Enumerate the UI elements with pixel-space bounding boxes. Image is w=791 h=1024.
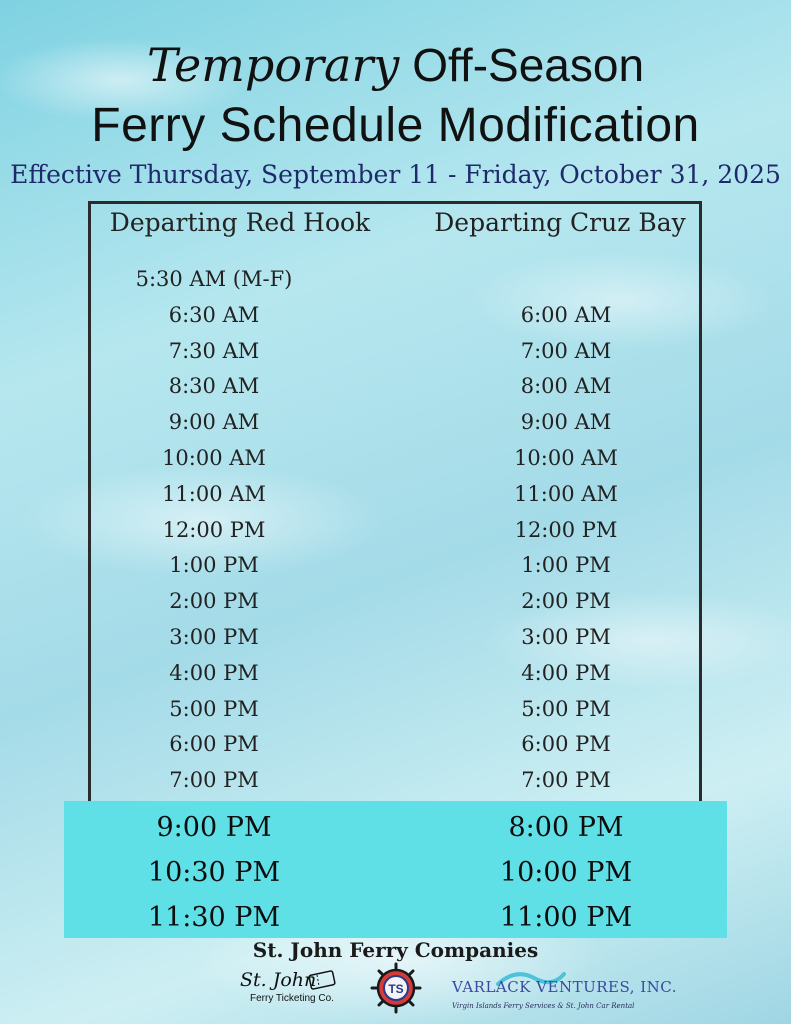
evening-cruz-bay-time: 10:00 PM [499, 857, 633, 888]
logo3-main-text: VARLACK VENTURES, INC. [452, 978, 678, 996]
evening-red-hook-column [74, 805, 354, 940]
cruz-bay-time: 2:00 PM [521, 589, 611, 614]
red-hook-time: 10:00 AM [162, 445, 266, 470]
red-hook-time: 7:30 AM [168, 338, 260, 363]
red-hook-time: 6:30 AM [168, 302, 260, 327]
red-hook-heading: Departing Red Hook [109, 208, 371, 237]
red-hook-time: 8:30 AM [168, 374, 260, 399]
red-hook-time: 3:00 PM [169, 624, 259, 649]
red-hook-time: 11:00 AM [162, 481, 266, 506]
logo1-main-text: St. John [240, 969, 317, 991]
title-off-season: Off-Season [399, 39, 645, 91]
cruz-bay-time: 10:00 AM [514, 445, 618, 470]
red-hook-column [84, 262, 344, 799]
effective-dates: Effective Thursday, September 11 - Friday, October 31, 2025 [10, 160, 781, 189]
cruz-bay-time: 12:00 PM [514, 517, 618, 542]
evening-cruz-bay-column [426, 805, 706, 940]
cruz-bay-time: 3:00 PM [521, 624, 611, 649]
red-hook-time: 6:00 PM [169, 732, 259, 757]
red-hook-time: 5:30 AM (M-F) [135, 267, 293, 291]
red-hook-time: 7:00 PM [169, 768, 259, 793]
red-hook-time: 9:00 AM [168, 410, 260, 435]
title-line-2: Ferry Schedule Modification [91, 99, 700, 152]
logo2-text: TS [388, 982, 404, 996]
red-hook-time: 4:00 PM [169, 660, 259, 685]
cruz-bay-time: 7:00 PM [521, 768, 611, 793]
cruz-bay-time: 4:00 PM [521, 660, 611, 685]
red-hook-time: 1:00 PM [169, 553, 259, 578]
ship-wheel-icon [370, 962, 422, 1014]
evening-red-hook-time: 11:30 PM [147, 902, 281, 933]
evening-red-hook-time: 10:30 PM [147, 857, 281, 888]
title-line-1 [0, 38, 791, 92]
cruz-bay-time: 6:00 PM [521, 732, 611, 757]
cruz-bay-time: 7:00 AM [520, 338, 612, 363]
evening-red-hook-time: 9:00 PM [156, 812, 272, 843]
cruz-bay-heading: Departing Cruz Bay [434, 208, 686, 237]
cruz-bay-column [436, 262, 696, 799]
footer-companies: St. John Ferry Companies [252, 938, 539, 962]
cruz-bay-time: 11:00 AM [514, 481, 618, 506]
cruz-bay-time: 9:00 AM [520, 410, 612, 435]
ticket-icon [308, 969, 338, 991]
evening-cruz-bay-time: 8:00 PM [508, 812, 624, 843]
ship-wheel-logo [370, 962, 422, 1014]
varlack-ventures-logo [450, 968, 678, 1014]
cruz-bay-time [436, 262, 696, 298]
red-hook-time: 5:00 PM [169, 696, 259, 721]
cruz-bay-time: 8:00 AM [520, 374, 612, 399]
logo3-sub-text: Virgin Islands Ferry Services & St. John Car Rental [452, 1002, 635, 1010]
title-temporary: Temporary [146, 38, 400, 92]
cruz-bay-time: 6:00 AM [520, 302, 612, 327]
red-hook-time: 12:00 PM [162, 517, 266, 542]
evening-cruz-bay-time: 11:00 PM [499, 902, 633, 933]
logo1-sub-text: Ferry Ticketing Co. [250, 993, 334, 1004]
cruz-bay-time: 1:00 PM [521, 553, 611, 578]
st-john-ferry-ticketing-logo [238, 965, 338, 1011]
red-hook-time: 2:00 PM [169, 589, 259, 614]
cruz-bay-time: 5:00 PM [521, 696, 611, 721]
